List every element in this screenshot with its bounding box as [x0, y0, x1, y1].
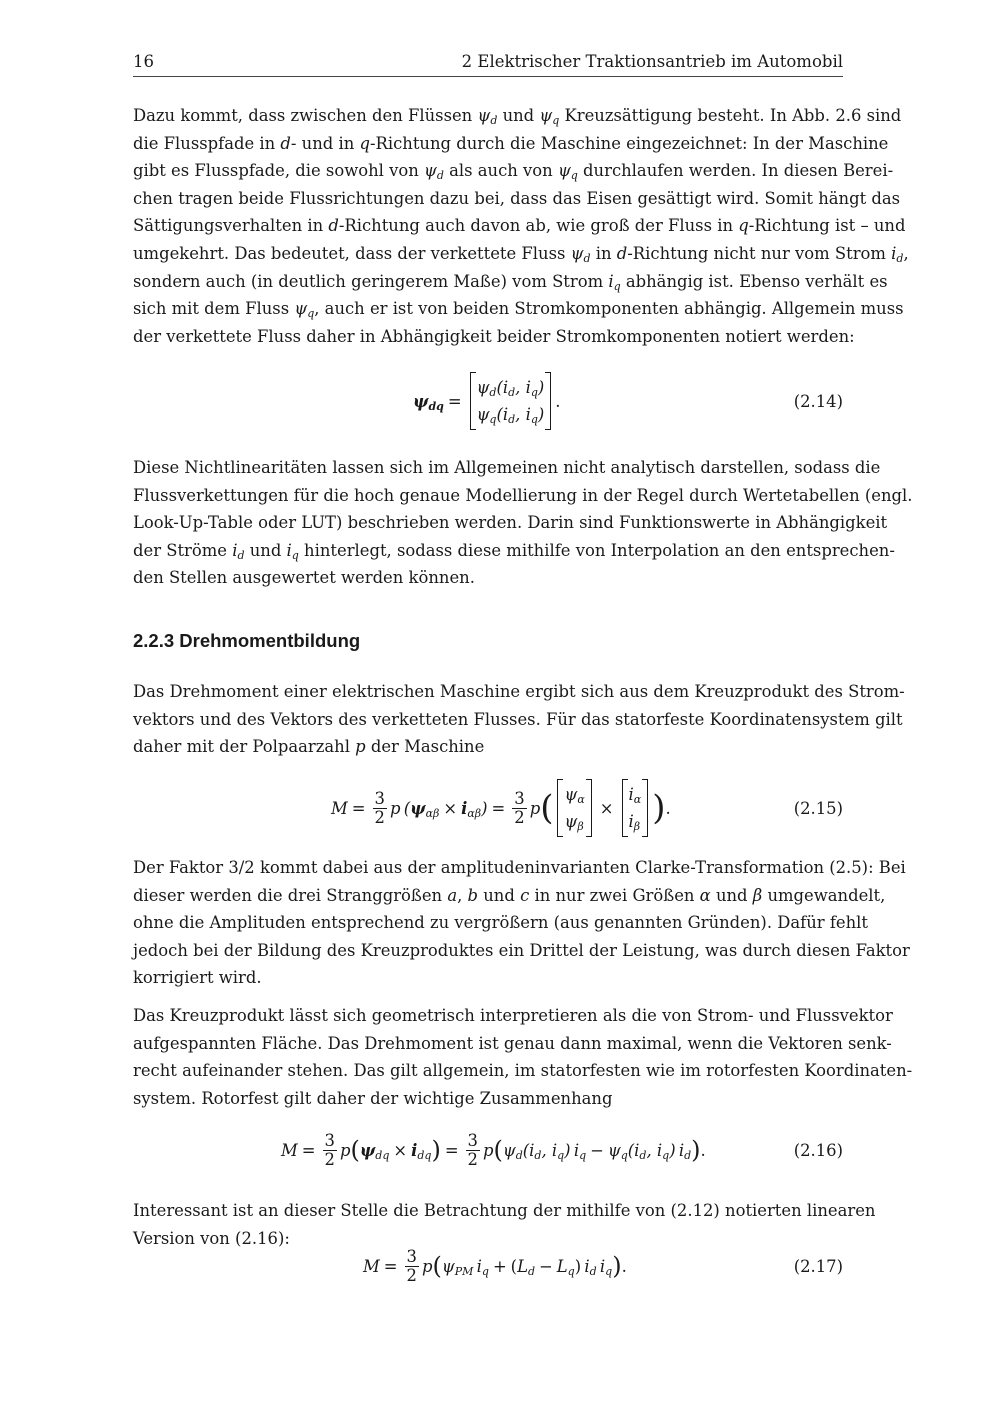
math-symbol: $\psi_d$	[570, 243, 591, 265]
math-symbol: d	[328, 216, 339, 236]
equation-number: (2.16)	[793, 1140, 843, 1160]
text-line: den Stellen ausgewertet werden können.	[133, 568, 475, 588]
equation-number: (2.15)	[793, 798, 843, 818]
equation-number: (2.17)	[793, 1256, 843, 1276]
running-header	[133, 50, 843, 77]
text-line: Dazu kommt, dass zwischen den Flüssen $\psi_d$ und $\psi_q$ Kreuzsättigung besteht. In Abb. 2.6 sind	[133, 106, 902, 127]
section-heading: 2.2.3 Drehmomentbildung	[133, 630, 361, 651]
text-line: der Ströme $i_d$ und $i_q$ hinterlegt, sodass diese mithilfe von Interpolation an den entsprechen-	[133, 540, 895, 562]
equation-2-15-body: M = $\frac{3}{2}$ p ( ψ $_{\alpha\beta}$ × i $_{\alpha\beta}$) = $\frac{3}{2}$ p ( $\psi_\alpha$ $\psi_\beta$ × $i_\alpha$ $i_\beta$ ) .	[331, 778, 671, 838]
paragraph-cross-product	[133, 1002, 913, 1112]
text-line: Der Faktor 3/2 kommt dabei aus der amplitudeninvarianten Clarke-Transformation (2.5): Bei	[133, 858, 906, 877]
math-symbol: q	[738, 216, 749, 236]
text-line: Sättigungsverhalten in d-Richtung auch davon ab, wie groß der Fluss in q-Richtung ist – und	[133, 216, 906, 236]
vector-entry: $\psi_d(i_d$, $i_q$)	[476, 378, 545, 399]
equation-2-15	[133, 778, 843, 838]
text-line: daher mit der Polpaarzahl p der Maschine	[133, 737, 485, 757]
text-line: der verkettete Fluss daher in Abhängigkeit beider Stromkomponenten notiert werden:	[133, 326, 855, 346]
math-symbol: $\psi_q$	[294, 299, 315, 321]
math-symbol: d	[616, 243, 628, 263]
fraction: $\frac{3}{2}$	[514, 789, 525, 827]
eq-symbol: $\psi_{dq}$	[413, 391, 444, 413]
math-symbol: $\psi_q$	[557, 161, 578, 183]
text-line: Interessant ist an dieser Stelle die Betrachtung der mithilfe von (2.12) notierten linearen	[133, 1201, 876, 1220]
text-line: gibt es Flusspfade, die sowohl von $\psi_d$ als auch von $\psi_q$ durchlaufen werden. In diesen Berei-	[133, 161, 894, 183]
text-line: Das Drehmoment einer elektrischen Maschine ergibt sich aus dem Kreuzprodukt des Strom-	[133, 682, 905, 701]
eq-period: .	[555, 391, 561, 411]
equation-2-17-body: M = $\frac{3}{2}$ p ( $\psi_{PM}$ $i_q$ + ( $L_d$ − $L_q$ ) $i_d$ $i_q$ ) .	[363, 1247, 627, 1285]
current-vector: $i_\alpha$ $i_\beta$	[622, 779, 649, 837]
chapter-title: 2 Elektrischer Traktionsantrieb im Automobil	[461, 52, 843, 71]
equation-2-17	[133, 1236, 843, 1296]
equation-2-14	[133, 371, 843, 431]
text-line: system. Rotorfest gilt daher der wichtige Zusammenhang	[133, 1088, 613, 1108]
text-line: die Flusspfade in d- und in q-Richtung durch die Maschine eingezeichnet: In der Maschine	[133, 133, 889, 153]
math-symbol: $\psi_d$	[424, 161, 444, 183]
vector-entry: $\psi_q(i_d$, $i_q$)	[476, 405, 545, 426]
page-number: 16	[133, 52, 154, 71]
equation-2-14-body	[413, 371, 561, 431]
paragraph-torque-intro	[133, 678, 905, 761]
text-line: Version von (2.16):	[133, 1228, 290, 1248]
math-symbol: $i_d$	[891, 243, 904, 265]
text-line: ohne die Amplituden entsprechend zu vergrößern (aus genannten Gründen). Dafür fehlt	[133, 913, 868, 933]
text-line: jedoch bei der Bildung des Kreuzproduktes ein Drittel der Leistung, was durch diesen Faktor	[133, 940, 910, 960]
equation-number: (2.14)	[793, 391, 843, 411]
equation-2-16-body: M = $\frac{3}{2}$ p ( ψ $_{dq}$ × i $_{dq}$ ) = $\frac{3}{2}$ p ( $\psi_d(i_d$, $i_q$) $i_q$ − $\psi_q(i_d$, $i_q$) $i_d$ ) .	[281, 1131, 706, 1169]
fraction: $\frac{3}{2}$	[467, 1131, 478, 1169]
text-line: Look-Up-Table oder LUT) beschrieben werden. Darin sind Funktionswerte in Abhängigkeit	[133, 513, 888, 533]
math-symbol: $\psi_d$	[477, 106, 498, 127]
text-line: dieser werden die drei Stranggrößen a, b und c in nur zwei Größen α und β umgewandelt,	[133, 885, 886, 905]
fraction: $\frac{3}{2}$	[324, 1131, 335, 1169]
fraction: $\frac{3}{2}$	[374, 789, 385, 827]
text-line: aufgespannten Fläche. Das Drehmoment ist genau dann maximal, wenn die Vektoren senk-	[133, 1033, 892, 1053]
text-line: chen tragen beide Flussrichtungen dazu bei, dass das Eisen gesättigt wird. Somit hängt das	[133, 188, 901, 208]
flux-vector	[470, 372, 552, 430]
text-line: korrigiert wird.	[133, 968, 262, 988]
paragraph-clarke-factor	[133, 854, 910, 992]
math-symbol: q	[359, 133, 370, 153]
text-line: sondern auch (in deutlich geringerem Maße) vom Strom $i_q$ abhängig ist. Ebenso verhält es	[133, 271, 888, 293]
equation-2-16	[133, 1120, 843, 1180]
text-line: Diese Nichtlinearitäten lassen sich im Allgemeinen nicht analytisch darstellen, sodass die	[133, 458, 881, 477]
text-line: recht aufeinander stehen. Das gilt allgemein, im statorfesten wie im rotorfesten Koordinaten-	[133, 1061, 913, 1081]
paragraph-lut	[133, 454, 913, 592]
text-line: umgekehrt. Das bedeutet, dass der verkettete Fluss $\psi_d$ in d-Richtung nicht nur vom Strom $i_d$,	[133, 243, 909, 265]
paragraph-cross-saturation	[133, 102, 909, 350]
text-line: Das Kreuzprodukt lässt sich geometrisch interpretieren als die von Strom- und Flussvektor	[133, 1006, 893, 1025]
text-line: vektors und des Vektors des verketteten Flusses. Für das statorfeste Koordinatensystem gilt	[133, 709, 903, 729]
text-line: sich mit dem Fluss $\psi_q$, auch er ist von beiden Stromkomponenten abhängig. Allgemein muss	[133, 299, 904, 321]
math-symbol: d	[280, 133, 291, 153]
flux-vector: $\psi_\alpha$ $\psi_\beta$	[557, 779, 591, 837]
math-symbol: $i_q$	[608, 271, 621, 293]
text-line: Flussverkettungen für die hoch genaue Modellierung in der Regel durch Wertetabellen (engl.	[133, 485, 913, 505]
fraction: $\frac{3}{2}$	[406, 1247, 417, 1285]
math-symbol: $\psi_q$	[539, 106, 560, 127]
eq-operator: =	[447, 391, 462, 411]
